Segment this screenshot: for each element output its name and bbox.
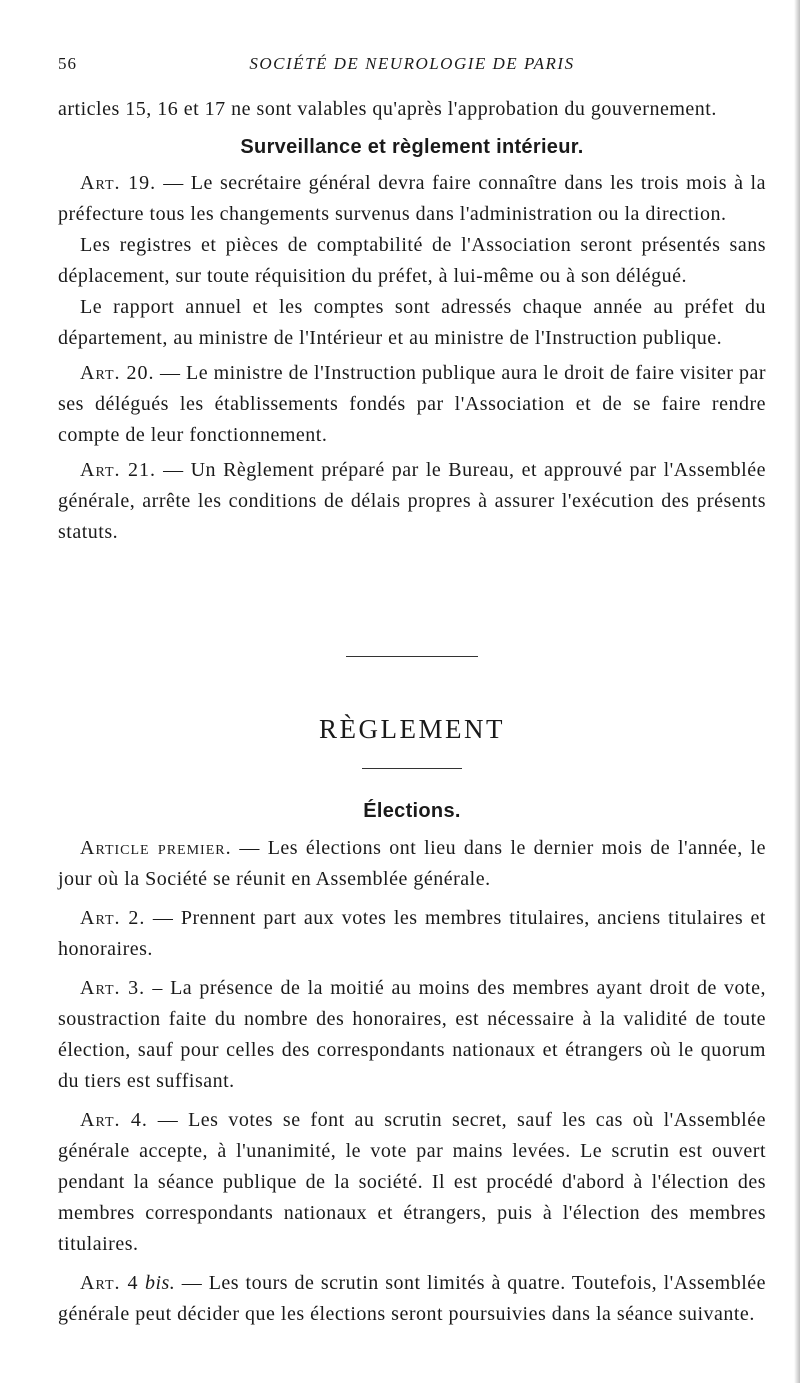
running-header: [58, 54, 766, 78]
continuation-paragraph: articles 15, 16 et 17 ne sont valables qu'après l'approbation du gouvernement.: [58, 98, 717, 120]
article-19: [58, 168, 766, 230]
article-21-label: Art. 21.: [80, 459, 157, 481]
reglement-title: RÈGLEMENT: [319, 714, 505, 744]
article-premier-text: — Les élections ont lieu dans le dernier mois de l'année, le jour où la Société se réunit en Assemblée générale.: [58, 837, 766, 890]
page-number: 56: [58, 54, 77, 73]
section-heading-elections: Élections.: [363, 800, 461, 822]
article-3-text: – La présence de la moitié au moins des membres ayant droit de vote, soustraction faite du nombre des honoraires, est nécessaire à la validité de toute élection, sauf pour celles des correspondants nationaux et étrangers où le quorum du tiers est suffisant.: [58, 977, 766, 1092]
article-21-text: — Un Règlement préparé par le Bureau, et approuvé par l'Assemblée générale, arrête les conditions de délais propres à assurer l'exécution des présents statuts.: [58, 459, 766, 543]
article-20: [58, 358, 766, 451]
article-2-text: — Prennent part aux votes les membres titulaires, anciens titulaires et honoraires.: [58, 907, 766, 960]
article-19-label: Art. 19.: [80, 172, 157, 194]
article-19-paragraph-3: Le rapport annuel et les comptes sont adressés chaque année au préfet du département, au ministre de l'Intérieur et au ministre de l'Instruction publique.: [58, 296, 766, 349]
article-3: [58, 973, 766, 1097]
article-4-bis-text: — Les tours de scrutin sont limités à quatre. Toutefois, l'Assemblée générale peut décider que les élections seront poursuivies dans la séance suivante.: [58, 1272, 767, 1325]
page-edge-shadow: [794, 0, 800, 1383]
divider-rule: [346, 656, 478, 657]
article-premier: [58, 833, 766, 895]
article-20-label: Art. 20.: [80, 362, 155, 384]
article-19-text: — Le secrétaire général devra faire connaître dans les trois mois à la préfecture tous les changements survenus dans l'administration ou la direction.: [58, 172, 766, 225]
title-underline: [362, 768, 462, 769]
article-premier-label: Article premier.: [80, 837, 232, 859]
article-4: [58, 1105, 766, 1260]
text-block-reglement: [58, 800, 766, 1330]
article-4-label: Art. 4.: [80, 1109, 148, 1131]
running-title: SOCIÉTÉ DE NEUROLOGIE DE PARIS: [249, 54, 575, 73]
article-4-bis: [58, 1268, 766, 1330]
text-block-statuts: [58, 94, 766, 548]
article-19-paragraph-2: Les registres et pièces de comptabilité de l'Association seront présentés sans déplacement, sur toute réquisition du préfet, à lui-même ou à son délégué.: [58, 234, 766, 287]
article-20-text: — Le ministre de l'Instruction publique aura le droit de faire visiter par ses délégués les établissements fondés par l'Association et de se faire rendre compte de leur fonctionnement.: [58, 362, 766, 446]
article-2: [58, 903, 766, 965]
article-21: [58, 455, 766, 548]
article-3-label: Art. 3.: [80, 977, 146, 999]
article-2-label: Art. 2.: [80, 907, 146, 929]
article-4-bis-suffix: bis.: [144, 1272, 176, 1294]
article-4-bis-label: Art. 4: [80, 1272, 139, 1294]
article-4-text: — Les votes se font au scrutin secret, sauf les cas où l'Assemblée générale accepte, à l'unanimité, le vote par mains levées. Le scrutin est ouvert pendant la séance publique de la société. Il est procédé d'abord à l'élection des membres correspondants nationaux et étrangers, puis à l'élection des membres titulaires.: [58, 1109, 766, 1255]
section-heading-surveillance: Surveillance et règlement intérieur.: [240, 136, 584, 158]
